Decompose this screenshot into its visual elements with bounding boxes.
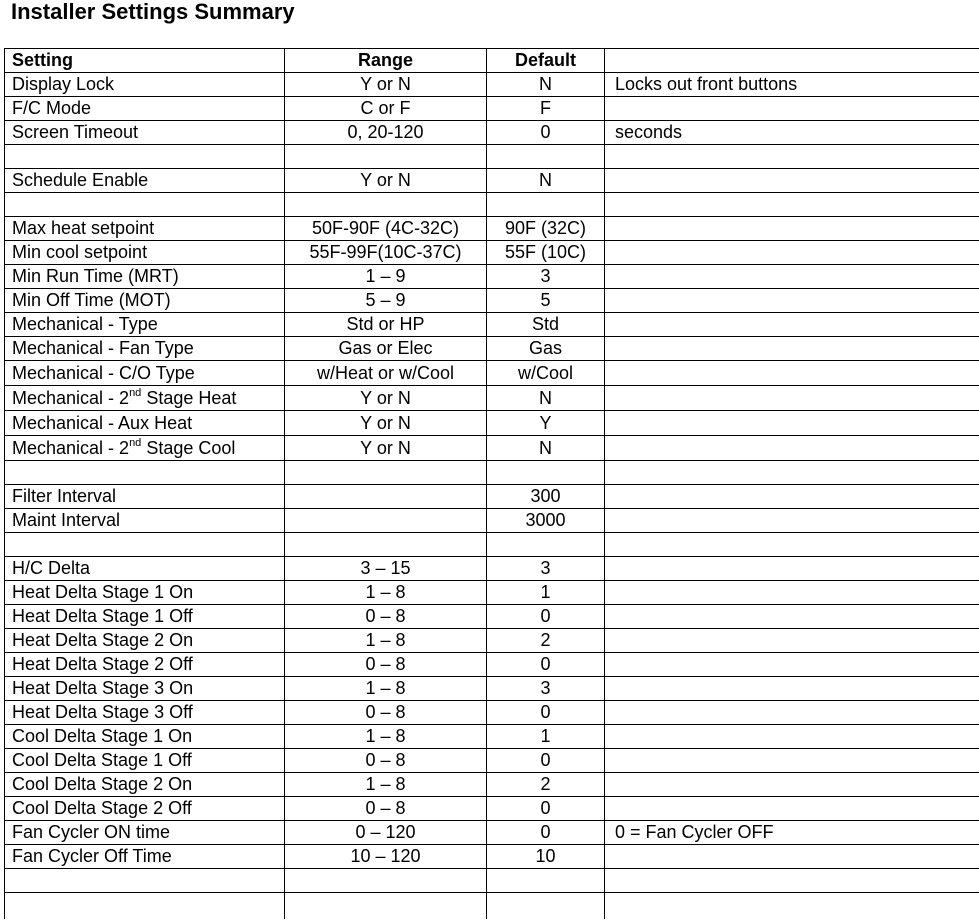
setting-cell: Fan Cycler ON time (5, 821, 285, 845)
page-title: Installer Settings Summary (11, 0, 295, 24)
table-row (5, 581, 979, 605)
range-cell: Std or HP (285, 313, 487, 337)
table-row (5, 773, 979, 797)
setting-cell: Heat Delta Stage 2 On (5, 629, 285, 653)
range-cell: 50F-90F (4C-32C) (285, 217, 487, 241)
notes-cell (605, 725, 979, 749)
default-cell (487, 869, 605, 893)
setting-cell: Mechanical - Fan Type (5, 337, 285, 361)
table-row (5, 73, 979, 97)
default-cell: 0 (487, 821, 605, 845)
notes-cell (605, 869, 979, 893)
table-row (5, 217, 979, 241)
default-cell: 1 (487, 725, 605, 749)
default-cell: 0 (487, 653, 605, 677)
default-cell: 3 (487, 265, 605, 289)
notes-cell (605, 581, 979, 605)
table-row (5, 436, 979, 461)
setting-cell (5, 461, 285, 485)
default-cell: 1 (487, 581, 605, 605)
setting-cell: Min cool setpoint (5, 241, 285, 265)
default-cell: 2 (487, 773, 605, 797)
range-cell: 1 – 8 (285, 773, 487, 797)
range-cell (285, 533, 487, 557)
range-cell: 3 – 15 (285, 557, 487, 581)
setting-cell: Min Run Time (MRT) (5, 265, 285, 289)
table-row (5, 677, 979, 701)
setting-cell: Heat Delta Stage 3 On (5, 677, 285, 701)
setting-cell: Screen Timeout (5, 121, 285, 145)
default-cell (487, 893, 605, 919)
range-cell: 0 – 8 (285, 797, 487, 821)
table-row (5, 485, 979, 509)
range-cell: 1 – 9 (285, 265, 487, 289)
default-cell: N (487, 436, 605, 461)
notes-cell (605, 193, 979, 217)
default-cell: 3000 (487, 509, 605, 533)
range-cell: Y or N (285, 73, 487, 97)
table-row (5, 605, 979, 629)
setting-cell: Cool Delta Stage 2 Off (5, 797, 285, 821)
setting-cell: Cool Delta Stage 2 On (5, 773, 285, 797)
setting-cell: H/C Delta (5, 557, 285, 581)
table-row (5, 749, 979, 773)
setting-cell: Mechanical - C/O Type (5, 361, 285, 386)
setting-text: Mechanical - 2 (12, 438, 130, 458)
range-cell: 0 – 8 (285, 653, 487, 677)
range-cell: C or F (285, 97, 487, 121)
range-cell: 1 – 8 (285, 581, 487, 605)
setting-cell (5, 436, 285, 461)
setting-cell: F/C Mode (5, 97, 285, 121)
default-cell: 0 (487, 605, 605, 629)
table-row (5, 629, 979, 653)
default-cell: Std (487, 313, 605, 337)
notes-cell (605, 797, 979, 821)
table-row (5, 361, 979, 386)
default-cell: N (487, 386, 605, 411)
range-cell (285, 193, 487, 217)
default-cell: 55F (10C) (487, 241, 605, 265)
table-row (5, 313, 979, 337)
default-cell: 0 (487, 121, 605, 145)
default-cell: 3 (487, 677, 605, 701)
setting-cell (5, 193, 285, 217)
setting-text: Stage Cool (141, 438, 236, 458)
notes-cell (605, 436, 979, 461)
header-setting: Setting (5, 49, 285, 73)
notes-cell (605, 386, 979, 411)
range-cell: 1 – 8 (285, 677, 487, 701)
table-row (5, 411, 979, 436)
table-row (5, 509, 979, 533)
setting-cell: Fan Cycler Off Time (5, 845, 285, 869)
range-cell (285, 509, 487, 533)
notes-cell (605, 217, 979, 241)
notes-cell (605, 145, 979, 169)
setting-cell: Schedule Enable (5, 169, 285, 193)
range-cell: Y or N (285, 386, 487, 411)
header-row (5, 49, 979, 73)
range-cell: 0 – 120 (285, 821, 487, 845)
notes-cell (605, 361, 979, 386)
table-row (5, 533, 979, 557)
notes-cell (605, 845, 979, 869)
range-cell: 1 – 8 (285, 725, 487, 749)
range-cell (285, 145, 487, 169)
notes-cell (605, 337, 979, 361)
setting-cell (5, 145, 285, 169)
default-cell (487, 461, 605, 485)
default-cell: 10 (487, 845, 605, 869)
notes-cell (605, 677, 979, 701)
notes-cell (605, 241, 979, 265)
default-cell: w/Cool (487, 361, 605, 386)
header-notes (605, 49, 979, 73)
header-range: Range (285, 49, 487, 73)
setting-text: Mechanical - 2 (12, 388, 130, 408)
setting-cell: Heat Delta Stage 1 Off (5, 605, 285, 629)
default-cell: 3 (487, 557, 605, 581)
table-row (5, 169, 979, 193)
setting-cell: Cool Delta Stage 1 Off (5, 749, 285, 773)
range-cell (285, 485, 487, 509)
setting-cell: Mechanical - Type (5, 313, 285, 337)
setting-cell: Min Off Time (MOT) (5, 289, 285, 313)
range-cell: 0 – 8 (285, 701, 487, 725)
ordinal-suffix: nd (129, 387, 142, 399)
setting-cell: Heat Delta Stage 2 Off (5, 653, 285, 677)
default-cell: N (487, 169, 605, 193)
notes-cell (605, 629, 979, 653)
range-cell: Y or N (285, 436, 487, 461)
range-cell: 0 – 8 (285, 605, 487, 629)
setting-cell: Mechanical - Aux Heat (5, 411, 285, 436)
notes-cell (605, 653, 979, 677)
range-cell: 0, 20-120 (285, 121, 487, 145)
default-cell: 0 (487, 749, 605, 773)
range-cell: 0 – 8 (285, 749, 487, 773)
default-cell: Gas (487, 337, 605, 361)
table-row (5, 337, 979, 361)
table-row (5, 241, 979, 265)
table-row (5, 121, 979, 145)
default-cell: 90F (32C) (487, 217, 605, 241)
table-row (5, 653, 979, 677)
notes-cell (605, 97, 979, 121)
table-row (5, 797, 979, 821)
setting-cell: Filter Interval (5, 485, 285, 509)
setting-cell (5, 533, 285, 557)
default-cell (487, 533, 605, 557)
default-cell: 0 (487, 797, 605, 821)
notes-cell: Locks out front buttons (605, 73, 979, 97)
range-cell: Y or N (285, 411, 487, 436)
notes-cell (605, 773, 979, 797)
default-cell: 0 (487, 701, 605, 725)
notes-cell (605, 605, 979, 629)
default-cell: 5 (487, 289, 605, 313)
setting-cell: Heat Delta Stage 1 On (5, 581, 285, 605)
table-row (5, 845, 979, 869)
notes-cell: 0 = Fan Cycler OFF (605, 821, 979, 845)
table-row (5, 386, 979, 411)
table-row (5, 97, 979, 121)
setting-cell: Display Lock (5, 73, 285, 97)
notes-cell (605, 509, 979, 533)
table-row (5, 725, 979, 749)
table-row (5, 869, 979, 893)
setting-cell: Heat Delta Stage 3 Off (5, 701, 285, 725)
range-cell: 5 – 9 (285, 289, 487, 313)
notes-cell (605, 557, 979, 581)
notes-cell (605, 749, 979, 773)
range-cell: 55F-99F(10C-37C) (285, 241, 487, 265)
notes-cell (605, 533, 979, 557)
default-cell (487, 193, 605, 217)
notes-cell (605, 289, 979, 313)
setting-cell (5, 386, 285, 411)
table-row (5, 193, 979, 217)
header-default: Default (487, 49, 605, 73)
notes-cell (605, 893, 979, 919)
range-cell (285, 893, 487, 919)
default-cell (487, 145, 605, 169)
notes-cell (605, 485, 979, 509)
table-row (5, 265, 979, 289)
table-row (5, 557, 979, 581)
range-cell: 1 – 8 (285, 629, 487, 653)
notes-cell (605, 169, 979, 193)
setting-cell: Cool Delta Stage 1 On (5, 725, 285, 749)
notes-cell (605, 313, 979, 337)
setting-cell (5, 893, 285, 919)
range-cell (285, 869, 487, 893)
table-row (5, 145, 979, 169)
table-row (5, 461, 979, 485)
notes-cell (605, 701, 979, 725)
range-cell: Y or N (285, 169, 487, 193)
default-cell: Y (487, 411, 605, 436)
default-cell: 300 (487, 485, 605, 509)
range-cell (285, 461, 487, 485)
default-cell: 2 (487, 629, 605, 653)
ordinal-suffix: nd (129, 437, 142, 449)
notes-cell (605, 461, 979, 485)
notes-cell (605, 265, 979, 289)
table-row (5, 701, 979, 725)
table-row (5, 289, 979, 313)
range-cell: w/Heat or w/Cool (285, 361, 487, 386)
setting-cell: Max heat setpoint (5, 217, 285, 241)
default-cell: N (487, 73, 605, 97)
range-cell: Gas or Elec (285, 337, 487, 361)
installer-settings-table (4, 48, 979, 919)
range-cell: 10 – 120 (285, 845, 487, 869)
table-row (5, 821, 979, 845)
setting-text: Stage Heat (141, 388, 237, 408)
default-cell: F (487, 97, 605, 121)
setting-cell: Maint Interval (5, 509, 285, 533)
table-row (5, 893, 979, 919)
notes-cell (605, 411, 979, 436)
setting-cell (5, 869, 285, 893)
notes-cell: seconds (605, 121, 979, 145)
